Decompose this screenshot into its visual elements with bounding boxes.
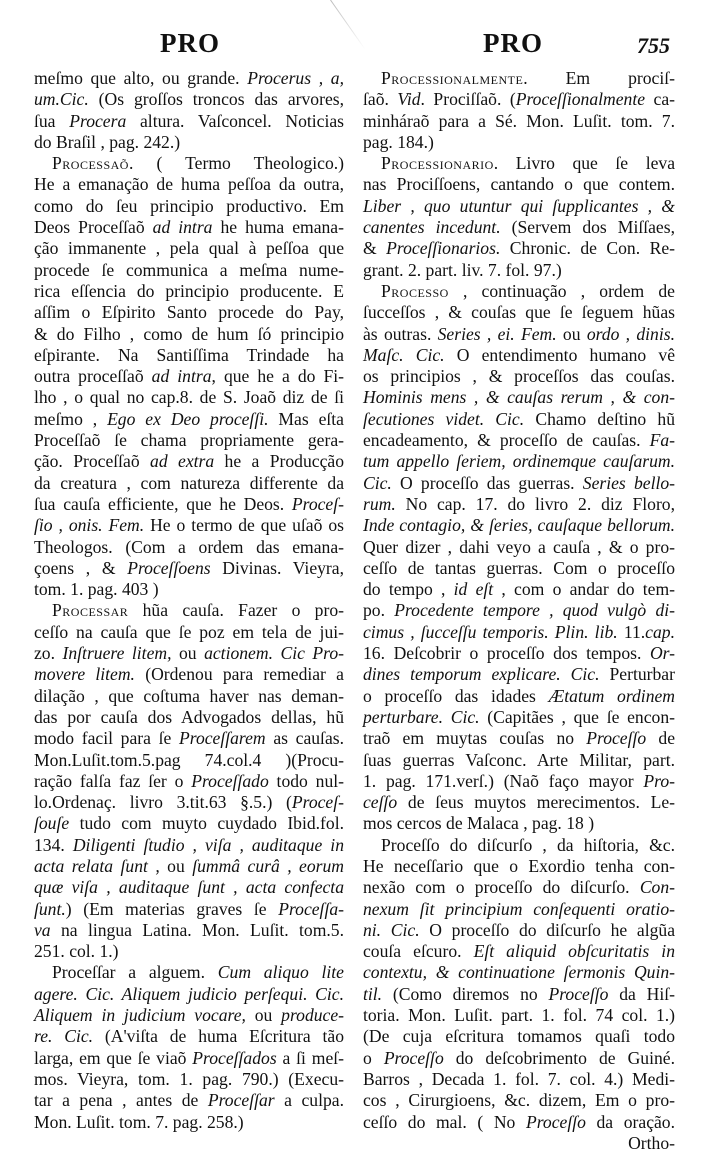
text-segment: (Servem dos Miſſaes, [500,217,675,238]
entry-first-line [363,281,675,302]
latin-or-citation-italic: Proceſſionarios. [386,238,501,259]
text-segment: Divinas. Vieyra, [210,557,344,578]
text-segment: meſmo , [34,408,108,429]
text-line [34,217,344,238]
text-line [363,238,675,259]
latin-or-citation-italic: ſummâ curâ , eorum [192,855,344,876]
text-line [34,856,344,877]
latin-or-citation-italic: perturbare. Cic. [363,706,480,727]
text-line [34,728,344,749]
latin-or-citation-italic: Con- [639,877,675,898]
text-line [34,899,344,920]
text-segment: He o termo de que uſaõ os [144,515,344,536]
latin-or-citation-italic: cimus , ſucceſſu temporis. Plin. lib. [363,621,618,642]
text-line [34,1026,344,1047]
latin-or-citation-italic: Hominis mens , & cauſas rerum , & con- [363,387,675,408]
latin-or-citation-italic: til. [363,983,383,1004]
text-segment: eſpirante. Na Santiſſima Trindade ha [34,344,344,365]
text-segment: He a emanação de huma peſſoa da outra, [34,174,344,195]
text-segment: . Em prociſ- [523,68,675,88]
entry-first-line [363,68,675,89]
latin-or-citation-italic: Series bello- [582,472,676,493]
text-line [363,856,675,877]
text-segment: zo. [34,643,63,664]
latin-or-citation-italic: Proceſſo [548,983,609,1004]
text-segment: O proceſſo do diſcurſo he algũa [419,919,676,940]
text-line [363,728,675,749]
text-line [363,750,675,771]
text-line [34,984,344,1005]
text-segment: O proceſſo das guerras. [391,472,583,493]
text-segment: dilação , que coſtuma haver nas deman- [34,685,344,706]
latin-or-citation-italic: Eſt aliquid obſcuritatis in [473,941,675,962]
text-segment: de ſeus muytos merecimentos. Le- [397,792,675,813]
latin-or-citation-italic: tum appello ſeriem, ordinemque cauſarum. [363,451,675,472]
text-line [363,941,675,962]
latin-or-citation-italic: um.Cic. [34,89,89,110]
latin-or-citation-italic: ni. Cic. [363,919,420,940]
latin-or-citation-italic: ad intra [151,366,212,387]
text-segment: Proceſſo do diſcurſo , da hiſtoria, &c. [381,834,675,855]
latin-or-citation-italic: Proceſſo [525,1111,586,1132]
text-segment: nas Prociſſoens, cantando o que contem. [363,174,675,195]
text-line [363,920,675,941]
text-segment: ſaõ. [363,89,398,110]
latin-or-citation-italic: Inde contagio, & ſeries, cauſaque bellorum. [363,515,675,536]
page-number: 755 [637,33,670,58]
latin-or-citation-italic: dines temporum explicare. Cic. [363,664,600,685]
running-head-left: PRO [160,28,220,58]
text-segment: Barros , Decada 1. fol. 7. col. 4.) Medi- [363,1068,675,1089]
latin-or-citation-italic: acta relata ſunt , [34,855,160,876]
headword: Processionario [381,153,494,174]
text-line [363,1090,675,1111]
text-line [34,835,344,856]
text-segment: procede ſe communica a meſma nume- [34,259,344,280]
text-segment: 16. Deſcobrir o proceſſo dos tempos. [363,643,650,664]
latin-or-citation-italic: movere litem. [34,664,135,685]
text-segment: tudo com muyto cuydado Ibid.fol. [69,813,344,834]
text-segment: ou [245,1005,282,1026]
text-segment: meſmo que alto, ou grande. [34,68,248,88]
text-line [363,537,675,558]
text-segment: Mon.Luſit.tom.5.pag 74.col.4 )(Procu- [34,749,344,770]
text-line [363,451,675,472]
text-segment: toria. Mon. Luſit. part. 1. fol. 74 col. 1.) [363,1005,675,1026]
text-segment: como do ſeu principio productivo. Em [34,195,344,216]
text-segment: da oração. [585,1111,676,1132]
text-segment: o proceſſo das idades [363,685,549,706]
text-segment: na lingua Latina. Mon. Luſit. tom.5. [50,919,344,940]
text-line [34,260,344,281]
text-line [34,68,344,89]
text-segment: tom. 1. pag. 403 ) [34,579,159,600]
latin-or-citation-italic: ſio , onis. Fem. [34,515,145,536]
latin-or-citation-italic: ſunt. [34,898,66,919]
text-column-right [363,68,675,1154]
text-segment: as cauſas. [265,728,344,749]
text-line [363,643,675,664]
text-segment: outra proceſſaõ [34,366,152,387]
text-line [363,984,675,1005]
text-line [363,877,675,898]
text-line [363,132,675,153]
text-line [34,473,344,494]
latin-or-citation-italic: produce- [281,1005,345,1026]
text-line [34,324,344,345]
entry-first-line [34,600,344,621]
text-line [34,622,344,643]
text-segment: couſa eſcuro. [363,941,474,962]
text-segment: & [363,238,387,259]
text-line [34,1090,344,1111]
text-segment: ſucceſſos , & couſas que ſe ſeguem hũas [363,302,675,323]
text-segment: Theologos. (Com a ordem das emana- [34,536,344,557]
text-line [363,1112,675,1133]
text-segment: a ſi meſ- [276,1047,344,1068]
latin-or-citation-italic: agere. Cic. Aliquem judicio perſequi. Cic. [34,983,344,1004]
text-segment: aſſim o Eſpirito Santo procede do Pay, [34,302,344,323]
latin-or-citation-italic: Proceſſados [192,1047,277,1068]
text-segment: po. [363,600,395,621]
text-line [363,387,675,408]
text-line [363,664,675,685]
text-line [363,622,675,643]
latin-or-citation-italic: Proceſſa- [278,898,344,919]
text-line [363,771,675,792]
latin-or-citation-italic: Procedente tempore , quod vulgò di- [394,600,675,621]
text-segment: . Prociſſaõ. ( [420,89,516,110]
text-segment: Mas eſta [268,408,344,429]
text-line [363,579,675,600]
text-segment: das por cauſa dos Advogados dellas, hũ [34,706,344,727]
text-segment: Quer dizer , dahi veyo a cauſa , & o pro- [363,536,675,557]
text-line [363,409,675,430]
text-segment: mos cercos de Malaca , pag. 18 ) [363,813,595,834]
text-segment: , continuação , ordem de [448,280,675,301]
text-line [34,813,344,834]
latin-or-citation-italic: Vid [397,89,421,110]
latin-or-citation-italic: Ego ex Deo proceſſi. [107,408,269,429]
text-segment: (Capitães , que ſe encon- [479,706,675,727]
latin-or-citation-italic: Proceſ- [291,493,344,514]
text-line [363,515,675,536]
latin-or-citation-italic: ſecutiones videt. Cic. [363,408,525,429]
text-line [34,1069,344,1090]
text-line [34,174,344,195]
text-line [34,750,344,771]
latin-or-citation-italic: id eſt [453,579,494,600]
latin-or-citation-italic: Fa- [649,430,675,451]
text-segment: às outras. [363,323,438,344]
text-line [34,430,344,451]
latin-or-citation-italic: ad extra [150,451,215,472]
latin-or-citation-italic: Liber , quo utuntur qui ſupplicantes , & [363,195,675,216]
text-line [34,515,344,536]
text-line [34,281,344,302]
latin-or-citation-italic: Proceſſo [586,728,647,749]
text-segment: do tempo , [363,579,454,600]
text-line [34,664,344,685]
text-line [363,217,675,238]
text-segment: (Como diremos no [382,983,549,1004]
text-segment: o [363,1047,384,1068]
entry-first-line [34,962,344,983]
text-line [34,579,344,600]
latin-or-citation-italic: re. Cic. [34,1026,94,1047]
text-segment: No cap. 17. do livro 2. diz Floro, [395,493,675,514]
text-segment: nexão com o proceſſo do diſcurſo. [363,877,640,898]
text-segment: ceſſo de tantas guerras. Com o proceſſo [363,557,675,578]
text-segment: Chamo deſtino hũ [524,408,675,429]
text-line [363,345,675,366]
text-line [363,813,675,834]
text-segment: hũa cauſa. Fazer o pro- [128,600,344,621]
text-segment: çoens , & [34,557,128,578]
text-line [34,132,344,153]
latin-or-citation-italic: Maſc. Cic. [363,344,445,365]
text-line [363,430,675,451]
text-segment: He neceſſario que o Exordio tenha con- [363,855,675,876]
text-segment: mos. Vieyra, tom. 1. pag. 790.) (Execu- [34,1068,344,1089]
text-segment: 134. [34,834,73,855]
text-line [363,260,675,281]
text-segment: da creatura , com natureza differente da [34,472,344,493]
latin-or-citation-italic: Ætatum ordinem [548,685,676,706]
text-segment: (De cuja eſcritura tomamos quaſi todo [363,1026,675,1047]
text-segment: tar a pena , antes de [34,1090,208,1111]
text-line [34,302,344,323]
text-line [34,1048,344,1069]
latin-or-citation-italic: Or- [649,643,675,664]
text-line [34,451,344,472]
text-segment: (Ordenou para remediar a [134,664,344,685]
text-segment: de [646,728,675,749]
text-segment: ) (Em materias graves ſe [65,898,279,919]
latin-or-citation-italic: va [34,919,51,940]
text-line [363,600,675,621]
text-line [363,111,675,132]
text-line [34,238,344,259]
latin-or-citation-italic: Proceſſionalmente [515,89,646,110]
text-line [34,771,344,792]
text-segment: cos , Cirurgioens, &c. dizem, Em o pro- [363,1090,675,1111]
latin-or-citation-italic: Proceſſo [383,1047,444,1068]
text-line [363,1069,675,1090]
text-segment: minháraõ para a Sé. Mon. Luſit. tom. 7. [363,110,675,131]
latin-or-citation-italic: Proceſ- [291,792,344,813]
text-segment: , que he a do Fi- [211,366,344,387]
latin-or-citation-italic: Diligenti ſtudio , viſa , auditaque in [72,834,344,855]
text-segment: altura. Vaſconcel. Noticias [126,110,344,131]
entry-first-line [34,153,344,174]
latin-or-citation-italic: Proceſſoens [127,557,211,578]
latin-or-citation-italic: Procera [69,110,127,131]
text-segment: encadeamento, & proceſſo de cauſas. [363,430,650,451]
text-segment: pag. 184.) [363,131,434,152]
running-head-right: PRO [483,28,543,58]
text-line [363,1026,675,1047]
text-segment: os principios , & proceſſos das couſas. [363,366,675,387]
text-segment: , com o andar do tem- [493,579,675,600]
latin-or-citation-italic: ordo , dinis. [586,323,675,344]
latin-or-citation-italic: Proceſſarem [179,728,266,749]
scan-artifact-line [330,0,365,49]
text-line [34,941,344,962]
latin-or-citation-italic: ad intra [152,217,213,238]
text-line [363,324,675,345]
text-segment: ceſſo do mal. ( No [363,1111,526,1132]
latin-or-citation-italic: actionem. Cic Pro- [204,643,344,664]
text-line [363,792,675,813]
text-segment: ſua [34,110,70,131]
text-segment: do Braſil , pag. 242.) [34,131,181,152]
latin-or-citation-italic: canentes incedunt. [363,217,501,238]
text-segment: traõ em muytas couſas no [363,728,587,749]
text-line [34,387,344,408]
text-line [363,366,675,387]
text-segment: ou [556,323,587,344]
text-line [34,792,344,813]
text-segment: . Livro que ſe leva [493,153,675,174]
text-segment: Ortho- [628,1132,675,1153]
text-segment: he huma emana- [212,217,344,238]
text-line [34,494,344,515]
text-segment: (Os groſſos troncos das arvores, [88,89,344,110]
text-line [363,89,675,110]
text-segment: ou [171,643,205,664]
text-line [363,707,675,728]
latin-or-citation-italic: Cic. [363,472,392,493]
text-segment: . ( Termo Theologico.) [128,153,344,174]
text-line [34,89,344,110]
text-segment: da Hiſ- [608,983,675,1004]
text-line [363,1048,675,1069]
text-line [34,537,344,558]
text-segment: lo.Ordenaç. livro 3.tit.63 §.5.) ( [34,792,292,813]
text-line [34,111,344,132]
latin-or-citation-italic: ſouſe [34,813,70,834]
text-line [34,409,344,430]
latin-or-citation-italic: nexum ſit principium conſequenti oratio- [363,898,675,919]
latin-or-citation-italic: cap. [645,621,675,642]
text-segment: & do Filho , como de hum ſó principio [34,323,344,344]
text-segment: ca- [645,89,675,110]
text-segment: a culpa. [274,1090,344,1111]
text-segment: Proceſſaõ ſe chama propriamente gera- [34,430,344,451]
text-segment: Mon. Luſit. tom. 7. pag. 258.) [34,1111,244,1132]
text-segment: 1. pag. 171.verſ.) (Naõ faço mayor [363,770,644,791]
text-segment: ſuas guerras Vaſconc. Arte Militar, part. [363,749,675,770]
text-line [34,196,344,217]
text-segment: modo facil para ſe [34,728,179,749]
latin-or-citation-italic: Procerus , a, [247,68,344,88]
text-line [34,643,344,664]
text-segment: ou [159,855,193,876]
text-segment: Chronic. de Con. Re- [500,238,675,259]
text-segment: ração falſa faz ſer o [34,770,192,791]
text-line [34,345,344,366]
latin-or-citation-italic: Proceſſar [207,1090,275,1111]
latin-or-citation-italic: Pro- [643,770,675,791]
text-line [363,174,675,195]
text-line [363,302,675,323]
latin-or-citation-italic: Series , ei. Fem. [437,323,557,344]
latin-or-citation-italic: rum. [363,493,396,514]
headword: Processaõ [52,153,129,174]
text-line [34,1112,344,1133]
text-segment: ção immanente , pela qual à peſſoa que [34,238,344,259]
text-line [34,686,344,707]
text-column-left [34,68,344,1133]
text-line [34,877,344,898]
text-line [363,1005,675,1026]
text-segment: ſua cauſa efficiente, que he Deos. [34,493,292,514]
text-segment: 11. [617,621,646,642]
headword: Processo [381,280,449,301]
latin-or-citation-italic: Cum aliquo lite [217,962,344,983]
text-line [34,1005,344,1026]
text-line [363,962,675,983]
text-segment: larga, em que ſe viaõ [34,1047,193,1068]
text-segment: 251. col. 1.) [34,941,119,962]
text-line [363,558,675,579]
text-line [363,1133,675,1154]
text-line [34,366,344,387]
text-segment: O entendimento humano vê [444,344,675,365]
text-segment: (A'viſta de huma Eſcritura tão [93,1026,344,1047]
latin-or-citation-italic: Inſtruere litem, [62,643,172,664]
text-line [363,494,675,515]
text-segment: Deos Proceſſaõ [34,217,153,238]
text-segment: Perturbar [599,664,675,685]
headword: Processar [52,600,129,621]
text-line [363,686,675,707]
text-line [363,473,675,494]
text-segment: Proceſſar a alguem. [52,962,218,983]
latin-or-citation-italic: contextu, & continuatione ſermonis Quin- [363,962,675,983]
text-segment: ção. Proceſſaõ [34,451,151,472]
text-line [363,899,675,920]
latin-or-citation-italic: quæ viſa , auditaque ſunt , acta confecta [34,877,344,898]
text-segment: rica eſſencia do principio producente. E [34,280,344,301]
entry-first-line [363,835,675,856]
entry-first-line [363,153,675,174]
text-segment: todo nul- [268,770,344,791]
latin-or-citation-italic: Aliquem in judicium vocare, [34,1005,246,1026]
latin-or-citation-italic: Proceſſado [191,770,269,791]
text-segment: he a Producção [214,451,344,472]
headword: Processionalmente [381,68,524,88]
text-segment: grant. 2. part. liv. 7. fol. 97.) [363,259,562,280]
text-line [34,920,344,941]
text-line [34,707,344,728]
text-segment: do deſcobrimento de Guiné. [443,1047,675,1068]
latin-or-citation-italic: ceſſo [363,792,398,813]
text-line [34,558,344,579]
text-line [363,196,675,217]
text-segment: lho , o qual no cap.8. de S. Joaõ diz de ſi [34,387,344,408]
text-segment: ceſſo na cauſa que ſe poz em tela de jui- [34,621,344,642]
